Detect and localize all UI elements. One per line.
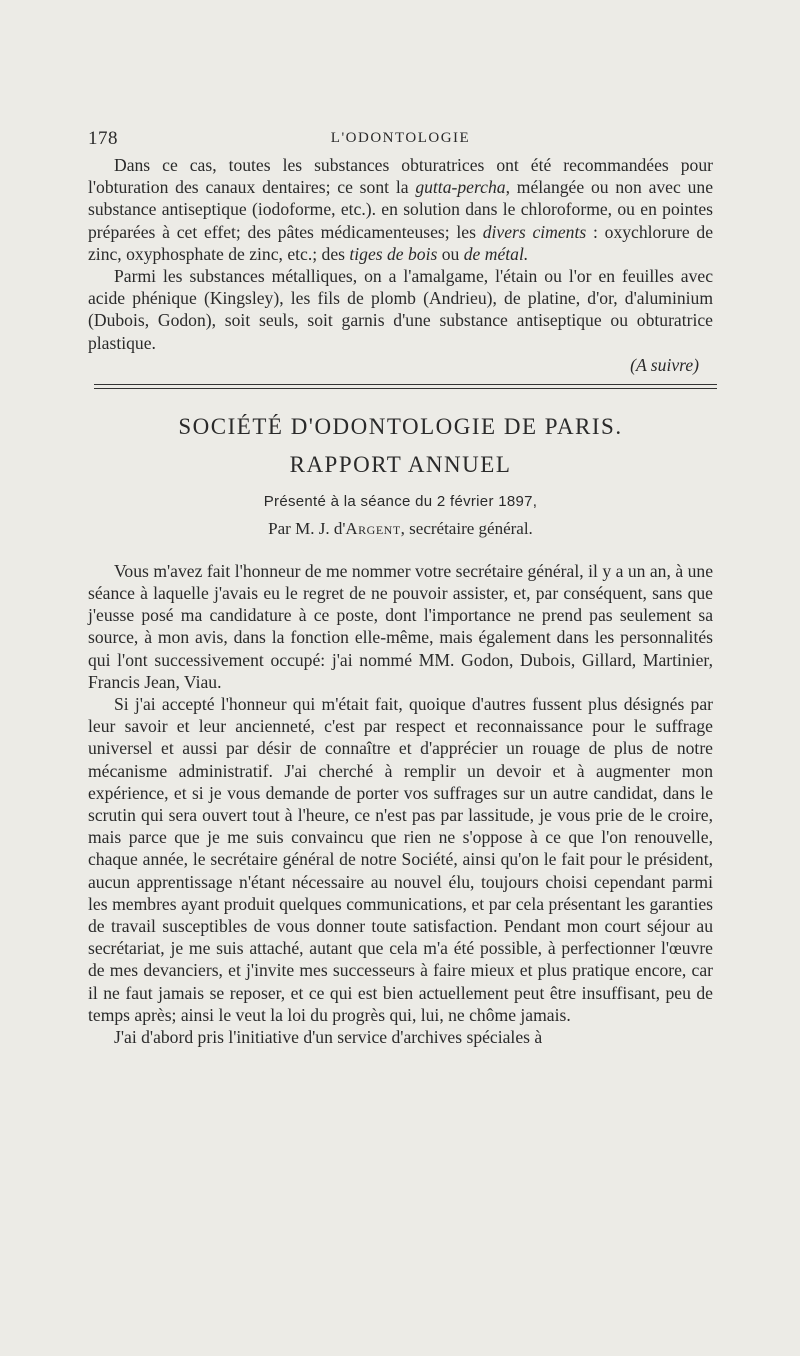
report-paragraph: Si j'ai accepté l'honneur qui m'était fait, quoique d'autres fussent plus désignés par leur savoir et leur ancienneté, c'est par respect et reconnaissance pour le suffrage universel et aussi par désir de connaître et d'apprécier un rouage de plus de notre mécanisme administratif. J'ai cherché à remplir un devoir et à augmenter mon expérience, et si je vous demande de porter vos suffrages sur un autre candidat, dans le scrutin qui sera ouvert tout à l'heure, ce n'est pas par lassitude, je vous prie de le croire, mais parce que je me suis convaincu que rien ne s'oppose à ce que l'on renouvelle, chaque année, le secrétaire général de notre Société, ainsi qu'on le fait pour le président, aucun apprentissage n'étant nécessaire au nouvel élu, toujours choisi cependant parmi les membres ayant produit quelques communications, et par cela présentant les garanties de travail susceptibles de vous donner toute satisfaction. Pendant mon court séjour au secrétariat, je me suis attaché, autant que cela m'a été possible, à perfectionner l'œuvre de mes devanciers, et j'invite mes successeurs à faire mieux et plus pratique encore, car il ne faut jamais se reposer, et ce qui est bien actuellement peut être insuffisant, peu de temps après; ainsi le veut la loi du progrès qui, lui, ne chôme jamais. [88, 694, 713, 1025]
author-line: Par M. J. d'Argent, secrétaire général. [268, 518, 533, 538]
society-title: SOCIÉTÉ D'ODONTOLOGIE DE PARIS. [178, 413, 623, 439]
report-paragraph: Vous m'avez fait l'honneur de me nommer votre secrétaire général, il y a un an, à une séance à laquelle j'avais eu le regret de ne pouvoir assister, et, par conséquent, sans que j'eusse posé ma candidature à ce poste, dont l'importance ne prend pas seulement sa source, à mon avis, dans la fonction elle-même, mais également dans les personnalités qui l'ont successivement occupé: j'ai nommé MM. Godon, Dubois, Gillard, Martinier, Francis Jean, Viau. [88, 560, 713, 692]
divider-line [94, 384, 717, 385]
to-be-continued: (A suivre) [630, 354, 699, 375]
report-paragraph: J'ai d'abord pris l'initiative d'un service d'archives spéciales à [114, 1027, 543, 1048]
page-number: 178 [88, 128, 118, 149]
report-body [88, 560, 713, 1048]
section-divider [94, 384, 717, 389]
page-header [88, 122, 713, 154]
report-title: RAPPORT ANNUEL [289, 451, 512, 477]
divider-line [94, 388, 717, 389]
presentation-date: Présenté à la séance du 2 février 1897, [263, 492, 538, 510]
document-page [88, 122, 713, 1048]
running-title: L'ODONTOLOGIE [330, 130, 471, 146]
intro-paragraph-2: Parmi les substances métalliques, on a l'amalgame, l'étain ou l'or en feuilles avec acide phénique (Kingsley), les fils de plomb (Andrieu), de platine, d'or, d'aluminium (Dubois, Godon), soit seuls, soit garnis d'une substance antiseptique ou obturatrice plastique. [88, 266, 713, 353]
intro-paragraph-1: Dans ce cas, toutes les substances obturatrices ont été recommandées pour l'obturation des canaux dentaires; ce sont la gutta-percha, mélangée ou non avec une substance antiseptique (iodoforme, etc.). en solution dans le chloroforme, ou en pointes préparées à cet effet; des pâtes médicamenteuses; les divers ciments : oxychlorure de zinc, oxyphosphate de zinc, etc.; des tiges de bois ou de métal. [88, 155, 714, 264]
